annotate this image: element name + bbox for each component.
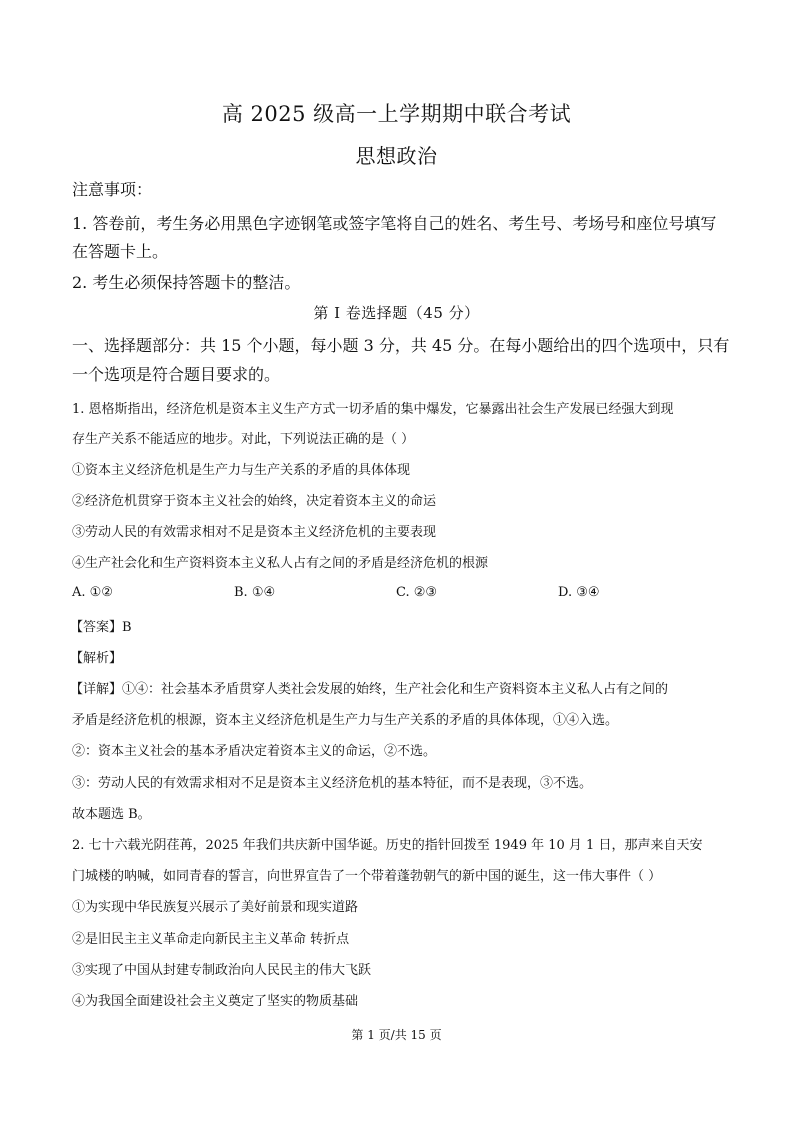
q1-option-a: A. ①② <box>72 585 113 600</box>
section-instruction-line-1: 一、选择题部分：共 15 个小题，每小题 3 分，共 45 分。在每小题给出的四个选项中，只有 <box>72 336 730 355</box>
notice-item-1-line-2: 在答题卡上。 <box>72 242 169 261</box>
q2-stem-line-1: 2. 七十六载光阴荏苒，2025 年我们共庆新中国华诞。历史的指针回拨至 1949 年 10 月 1 日，那声来自天安 <box>72 838 703 853</box>
q1-answer: 【答案】B <box>70 620 132 635</box>
q1-statement-3: ③劳动人民的有效需求相对不足是资本主义经济危机的主要表现 <box>72 525 437 540</box>
q2-statement-1: ①为实现中华民族复兴展示了美好前景和现实道路 <box>72 900 359 915</box>
q1-stem-line-2: 存生产关系不能适应的地步。对此，下列说法正确的是（ ） <box>72 432 415 447</box>
q2-stem-line-2: 门城楼的呐喊，如同青春的誓言，向世界宣告了一个带着蓬勃朝气的新中国的诞生，这一伟大事件（ ） <box>72 869 662 884</box>
q1-detail-line-2: 矛盾是经济危机的根源，资本主义经济危机是生产力与生产关系的矛盾的具体体现，①④入选。 <box>72 713 619 728</box>
q1-statement-4: ④生产社会化和生产资料资本主义私人占有之间的矛盾是经济危机的根源 <box>72 556 489 571</box>
section-instruction-line-2: 一个选项是符合题目要求的。 <box>72 365 281 384</box>
q1-statement-1: ①资本主义经济危机是生产力与生产关系的矛盾的具体体现 <box>72 463 411 478</box>
q1-stem-line-1: 1. 恩格斯指出，经济危机是资本主义生产方式一切矛盾的集中爆发，它暴露出社会生产发展已经强大到现 <box>72 402 674 417</box>
notice-item-1-line-1: 1. 答卷前，考生务必用黑色字迹钢笔或签字笔将自己的姓名、考生号、考场号和座位号填写 <box>72 214 717 233</box>
q1-detail-line-3: ②：资本主义社会的基本矛盾决定着资本主义的命运，②不选。 <box>72 744 437 759</box>
q1-analysis-label: 【解析】 <box>70 651 123 666</box>
q1-detail-line-4: ③：劳动人民的有效需求相对不足是资本主义经济危机的基本特征，而不是表现，③不选。 <box>72 776 593 791</box>
q1-conclusion: 故本题选 B。 <box>72 807 151 822</box>
q1-option-d: D. ③④ <box>558 585 600 600</box>
notice-heading: 注意事项： <box>72 180 153 199</box>
q2-statement-4: ④为我国全面建设社会主义奠定了坚实的物质基础 <box>72 994 359 1009</box>
q2-statement-3: ③实现了中国从封建专制政治向人民民主的伟大飞跃 <box>72 963 372 978</box>
q1-option-b: B. ①④ <box>234 585 276 600</box>
q1-detail-line-1: 【详解】①④：社会基本矛盾贯穿人类社会发展的始终，生产社会化和生产资料资本主义私人占有之间的 <box>70 682 669 697</box>
section-title: 第 I 卷选择题（45 分） <box>313 304 480 322</box>
exam-title: 高 2025 级高一上学期期中联合考试 <box>221 102 572 126</box>
notice-item-2: 2. 考生必须保持答题卡的整洁。 <box>72 273 301 292</box>
q1-statement-2: ②经济危机贯穿于资本主义社会的始终，决定着资本主义的命运 <box>72 494 437 509</box>
q1-option-c: C. ②③ <box>396 585 438 600</box>
q2-statement-2: ②是旧民主主义革命走向新民主主义革命 转折点 <box>72 932 350 947</box>
page-footer: 第 1 页/共 15 页 <box>351 1028 442 1042</box>
exam-subject: 思想政治 <box>355 144 438 168</box>
